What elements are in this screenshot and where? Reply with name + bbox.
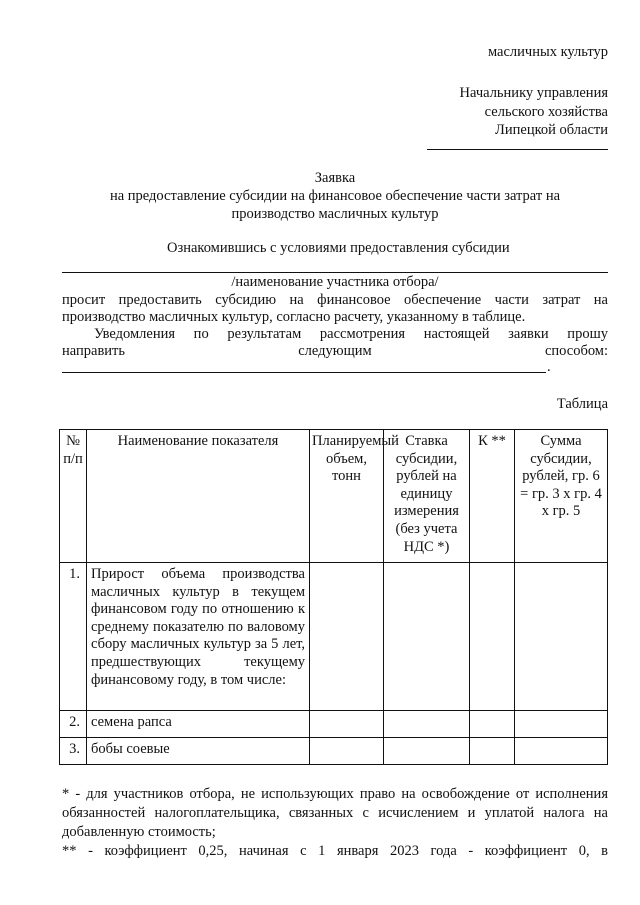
header-subsidy-rate: Ставка субсидии, рублей на единицу измерения (без учета НДС *) xyxy=(384,430,470,563)
notify-line-2: направить следующим способом: xyxy=(62,343,608,359)
request-line-2: производство масличных культур, согласно расчету, указанному в таблице. xyxy=(62,309,526,325)
acquainted-text: Ознакомившись с условиями предоставления субсидии xyxy=(167,240,510,256)
document-title: Заявка xyxy=(314,170,356,186)
request-line-1: просит предоставить субсидию на финансовое обеспечение части затрат на xyxy=(62,292,608,308)
addressee-block xyxy=(460,84,608,140)
row-coefficient-cell xyxy=(470,711,515,738)
table-label: Таблица xyxy=(556,396,608,412)
row-planned-volume-cell xyxy=(310,711,384,738)
header-number: № п/п xyxy=(60,430,87,563)
row-planned-volume-cell xyxy=(310,738,384,765)
row-number: 1. xyxy=(60,563,87,711)
notify-line-1: Уведомления по результатам рассмотрения настоящей заявки прошу xyxy=(94,326,608,342)
row-subsidy-sum-cell xyxy=(515,738,608,765)
signature-line xyxy=(427,149,608,150)
row-planned-volume-cell xyxy=(310,563,384,711)
row-number: 3. xyxy=(60,738,87,765)
header-top-line: масличных культур xyxy=(487,44,608,60)
row-indicator-name: Прирост объема производства масличных культур в текущем финансовом году по отношению к среднему показателю по валовому сбору масличных культур за 5 лет, предшествующих текущему финансовому году, в том числе: xyxy=(87,563,310,711)
row-indicator-name: семена рапса xyxy=(87,711,310,738)
table-row xyxy=(60,563,608,711)
header-indicator-name: Наименование показателя xyxy=(87,430,310,563)
row-subsidy-rate-cell xyxy=(384,738,470,765)
notify-method-line xyxy=(62,372,546,373)
footnote-double-star: ** - коэффициент 0,25, начиная с 1 января 2023 года - коэффициент 0, в xyxy=(62,843,608,859)
addressee-line: Липецкой области xyxy=(495,122,608,138)
notify-end-period: . xyxy=(547,359,551,375)
addressee-line: сельского хозяйства xyxy=(484,103,608,120)
row-subsidy-sum-cell xyxy=(515,711,608,738)
participant-caption: /наименование участника отбора/ xyxy=(231,274,439,290)
row-indicator-name: бобы соевые xyxy=(87,738,310,765)
row-subsidy-sum-cell xyxy=(515,563,608,711)
addressee-line: Начальнику управления xyxy=(459,85,608,101)
table-row xyxy=(60,711,608,738)
row-number: 2. xyxy=(60,711,87,738)
row-subsidy-rate-cell xyxy=(384,711,470,738)
header-subsidy-sum: Сумма субсидии, рублей, гр. 6 = гр. 3 х гр. 4 х гр. 5 xyxy=(515,430,608,563)
row-coefficient-cell xyxy=(470,738,515,765)
table-row xyxy=(60,738,608,765)
footnote-star: * - для участников отбора, не использующих право на освобождение от исполнения обязанностей налогоплательщика, связанных с исчислением и уплатой налога на добавленную стоимость; xyxy=(62,786,608,840)
header-planned-volume: Планируемый объем, тонн xyxy=(310,430,384,563)
row-coefficient-cell xyxy=(470,563,515,711)
table-header-row xyxy=(60,430,608,563)
title-line-1: на предоставление субсидии на финансовое обеспечение части затрат на xyxy=(109,188,561,204)
row-subsidy-rate-cell xyxy=(384,563,470,711)
header-coefficient: К ** xyxy=(470,430,515,563)
participant-name-line xyxy=(62,272,608,273)
subsidy-table xyxy=(59,429,608,765)
title-line-2: производство масличных культур xyxy=(231,206,439,222)
